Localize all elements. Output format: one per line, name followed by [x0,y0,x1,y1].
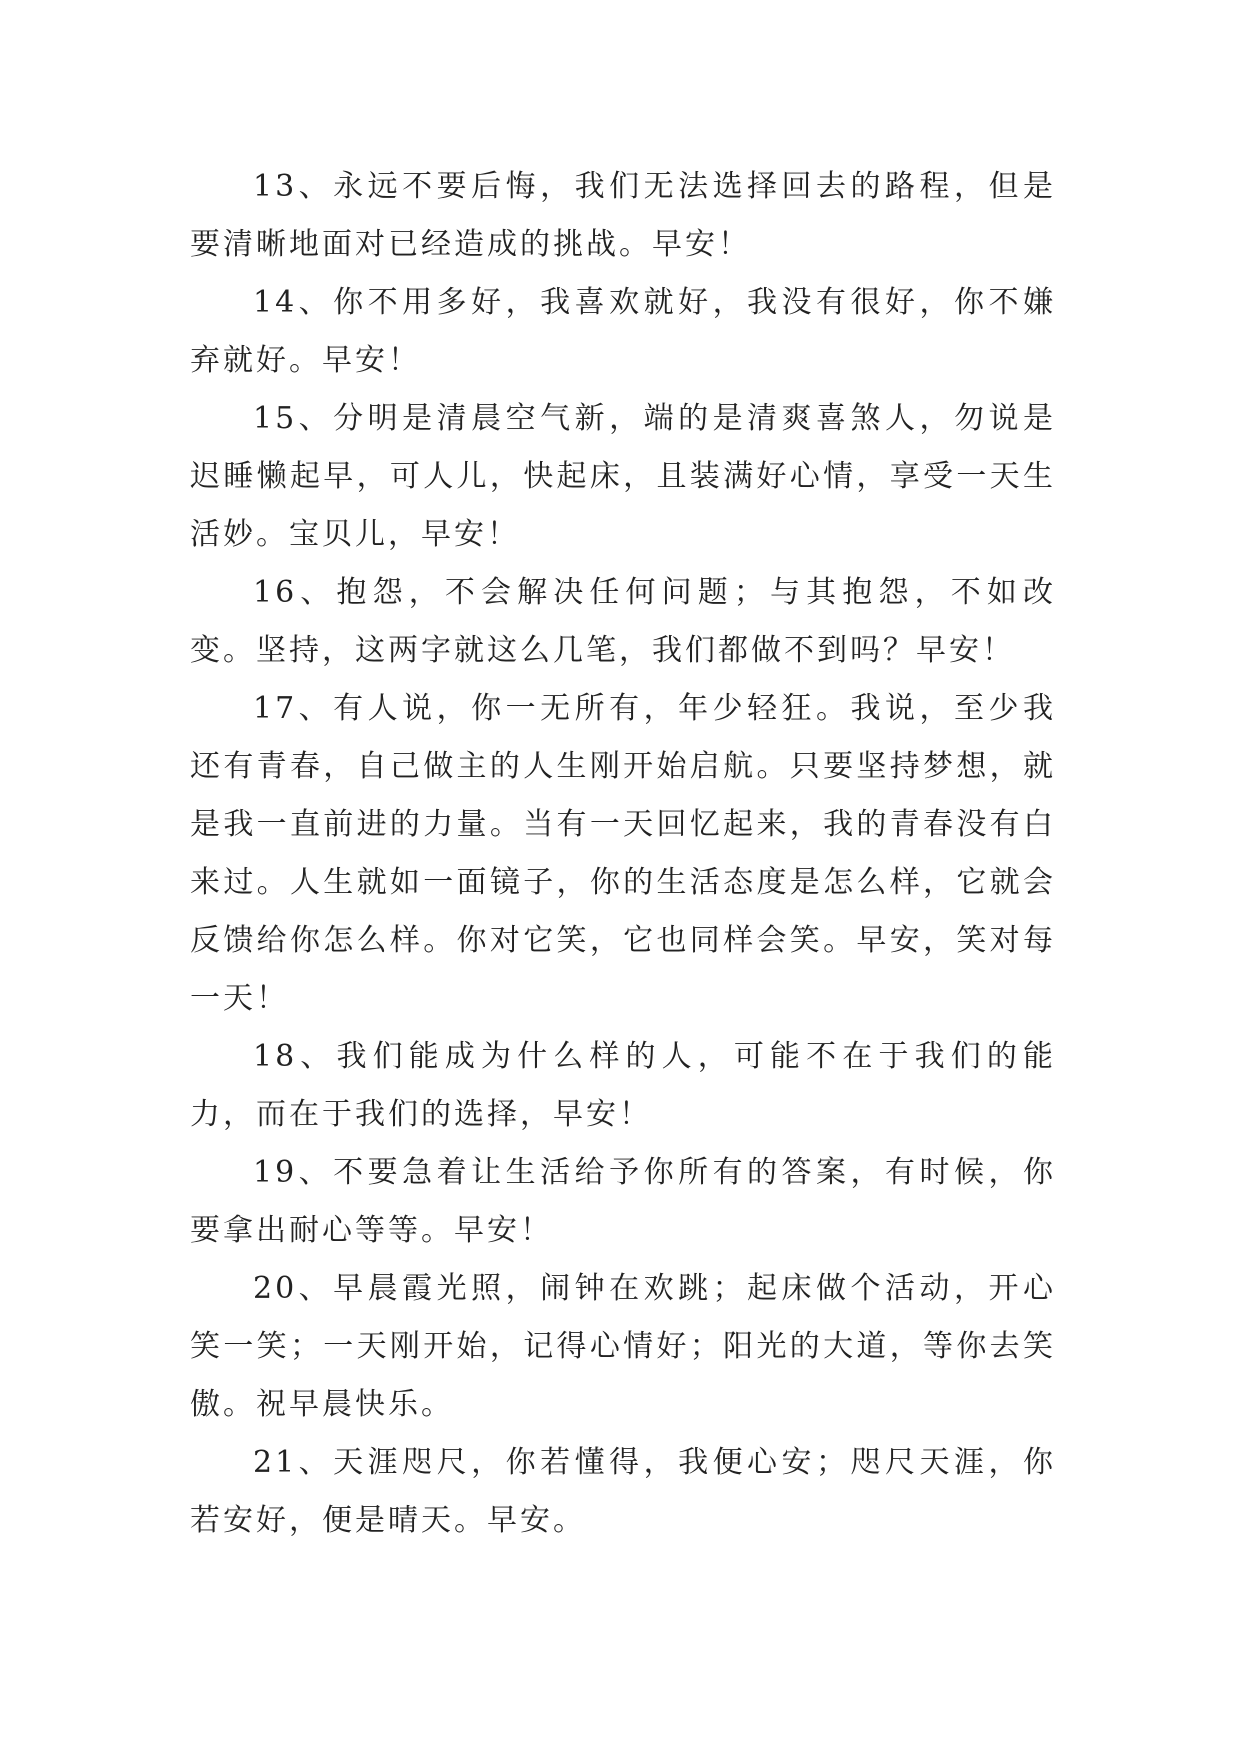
paragraph-16: 16、抱怨，不会解决任何问题；与其抱怨，不如改变。坚持，这两字就这么几笔，我们都做不到吗？早安！ [190,575,1056,668]
paragraph-13: 13、永远不要后悔，我们无法选择回去的路程，但是要清晰地面对已经造成的挑战。早安！ [190,169,1056,262]
paragraph-19: 19、不要急着让生活给予你所有的答案，有时候，你要拿出耐心等等。早安！ [190,1155,1056,1248]
paragraph-18: 18、我们能成为什么样的人，可能不在于我们的能力，而在于我们的选择，早安！ [190,1039,1056,1132]
paragraph-20: 20、早晨霞光照，闹钟在欢跳；起床做个活动，开心笑一笑；一天刚开始，记得心情好；阳光的大道，等你去笑傲。祝早晨快乐。 [190,1271,1056,1422]
paragraph-15: 15、分明是清晨空气新，端的是清爽喜煞人，勿说是迟睡懒起早，可人儿，快起床，且装满好心情，享受一天生活妙。宝贝儿，早安！ [190,401,1056,552]
paragraph-17: 17、有人说，你一无所有，年少轻狂。我说，至少我还有青春，自己做主的人生刚开始启航。只要坚持梦想，就是我一直前进的力量。当有一天回忆起来，我的青春没有白来过。人生就如一面镜子，你的生活态度是怎么样，它就会反馈给你怎么样。你对它笑，它也同样会笑。早安，笑对每一天！ [190,691,1056,1016]
paragraph-14: 14、你不用多好，我喜欢就好，我没有很好，你不嫌弃就好。早安！ [190,285,1056,378]
document-body [190,158,1056,1550]
paragraph-21: 21、天涯咫尺，你若懂得，我便心安；咫尺天涯，你若安好，便是晴天。早安。 [190,1445,1056,1538]
